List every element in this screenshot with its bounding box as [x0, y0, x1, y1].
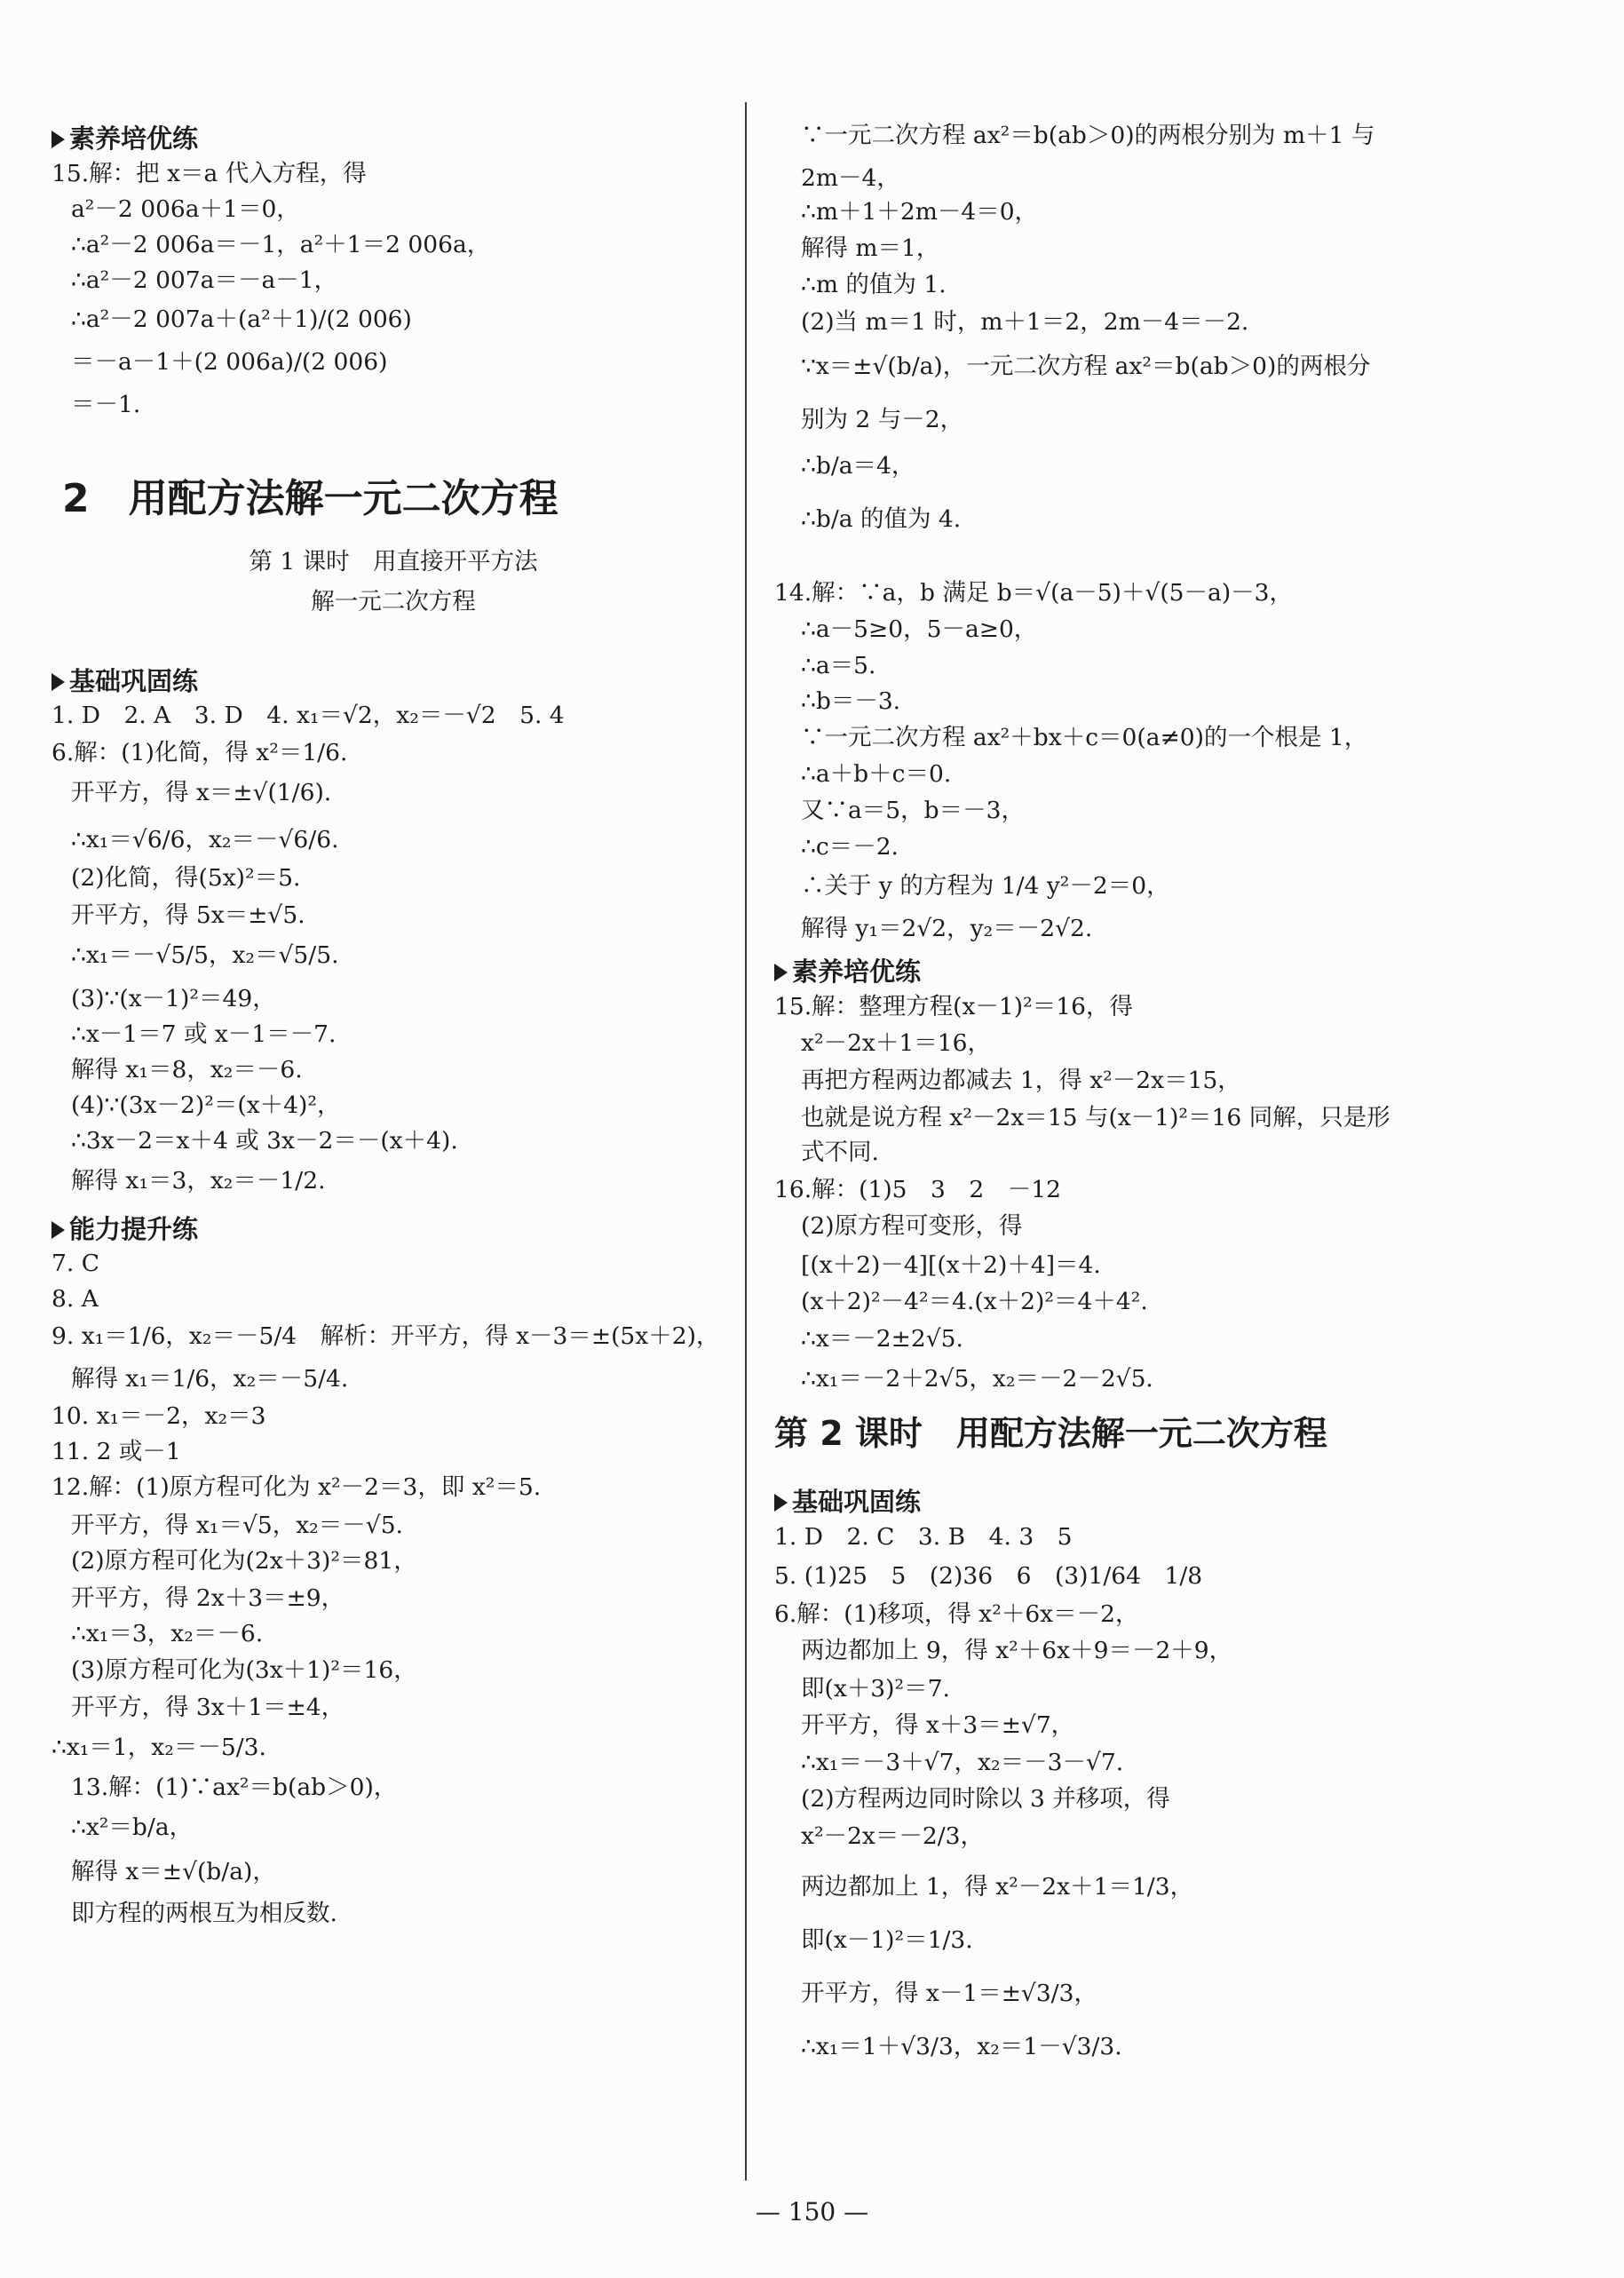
right-text-line: 开平方，得 x－1＝±√3/3， [801, 1980, 1097, 2007]
right-text-line: ∴a＝5. [801, 652, 876, 679]
right-text-line: 也就是说方程 x²－2x＝15 与(x－1)²＝16 同解，只是形 [801, 1104, 1390, 1131]
right-text-line: 即(x－1)²＝1/3. [801, 1926, 973, 1954]
left-text-line: 12.解：(1)原方程可化为 x²－2＝3，即 x²＝5. [51, 1473, 542, 1501]
left-text-line: 8. A [51, 1285, 99, 1313]
right-text-line: ∴b＝－3. [801, 687, 901, 715]
section-heading: 素养培优练 [774, 959, 921, 985]
chapter-heading: 第 2 课时 用配方法解一元二次方程 [774, 1414, 1327, 1453]
left-text-line: 解得 x＝±√(b/a)， [71, 1858, 276, 1885]
right-text-line: ∴a－5≥0，5－a≥0， [801, 615, 1038, 643]
section-heading: 基础巩固练 [774, 1489, 921, 1515]
right-text-line: ∴b/a＝4， [801, 452, 915, 480]
left-text-line: 开平方，得 2x＋3＝±9， [71, 1584, 345, 1612]
left-text-line: (3)∵(x－1)²＝49， [71, 985, 276, 1012]
right-text-line: 解得 y₁＝2√2，y₂＝－2√2. [801, 915, 1093, 942]
right-text-line: 两边都加上 1，得 x²－2x＋1＝1/3， [801, 1873, 1194, 1901]
left-text-line: 6.解：(1)化简，得 x²＝1/6. [51, 739, 348, 766]
right-text-line: 14.解：∵a，b 满足 b＝√(a－5)＋√(5－a)－3， [774, 579, 1294, 607]
left-text-line: ∴3x－2＝x＋4 或 3x－2＝－(x＋4). [71, 1127, 458, 1155]
right-text-line: 5. (1)25 5 (2)36 6 (3)1/64 1/8 [774, 1562, 1203, 1590]
left-text-line: ∴x₁＝√6/6，x₂＝－√6/6. [71, 826, 339, 853]
right-text-line: [(x＋2)－4][(x＋2)＋4]＝4. [801, 1251, 1101, 1279]
section-heading: 素养培优练 [51, 126, 198, 152]
left-text-line: ∴x₁＝－√5/5，x₂＝√5/5. [71, 941, 339, 969]
right-text-line: ∴x＝－2±2√5. [801, 1325, 963, 1353]
right-text-line: 16.解：(1)5 3 2 －12 [774, 1176, 1061, 1203]
right-text-line: ∴b/a 的值为 4. [801, 505, 962, 533]
right-text-line: ∴m 的值为 1. [801, 271, 947, 298]
left-text-line: (2)化简，得(5x)²＝5. [71, 864, 301, 892]
right-text-line: 解得 m＝1， [801, 234, 940, 262]
left-text-line: 解得 x₁＝8，x₂＝－6. [71, 1056, 303, 1083]
chapter-heading: 第 1 课时 用直接开平方法 [249, 548, 538, 575]
left-text-line: (4)∵(3x－2)²＝(x＋4)²， [71, 1091, 341, 1119]
right-text-line: 两边都加上 9，得 x²＋6x＋9＝－2＋9， [801, 1637, 1233, 1664]
left-text-line: (2)原方程可化为(2x＋3)²＝81， [71, 1547, 417, 1575]
column-divider [745, 102, 747, 2180]
left-text-line: a²－2 006a＋1＝0， [71, 195, 300, 223]
section-heading: 能力提升练 [51, 1217, 198, 1242]
left-text-line: ∴a²－2 007a＋(a²＋1)/(2 006) [71, 306, 412, 333]
right-text-line: ∵x＝±√(b/a)，一元二次方程 ax²＝b(ab＞0)的两根分 [801, 353, 1371, 380]
left-text-line: 13.解：(1)∵ax²＝b(ab＞0)， [71, 1774, 398, 1801]
right-text-line: ∴a＋b＋c＝0. [801, 760, 952, 788]
left-text-line: 解得 x₁＝1/6，x₂＝－5/4. [71, 1365, 349, 1393]
left-text-line: ∴x²＝b/a， [71, 1814, 194, 1841]
right-text-line: 再把方程两边都减去 1，得 x²－2x＝15， [801, 1067, 1241, 1094]
right-text-line: 又∵a＝5，b＝－3， [801, 797, 1025, 824]
right-text-line: ∴关于 y 的方程为 1/4 y²－2＝0， [801, 872, 1170, 900]
left-text-line: 1. D 2. A 3. D 4. x₁＝√2，x₂＝－√2 5. 4 [51, 702, 565, 729]
left-text-line: 解得 x₁＝3，x₂＝－1/2. [71, 1167, 326, 1195]
left-text-line: ∴x₁＝3，x₂＝－6. [71, 1620, 264, 1647]
right-text-line: 别为 2 与－2， [801, 406, 964, 433]
page-number: — 150 — [755, 2197, 869, 2226]
left-text-line: (3)原方程可化为(3x＋1)²＝16， [71, 1656, 417, 1684]
left-text-line: 开平方，得 x₁＝√5，x₂＝－√5. [71, 1512, 403, 1539]
left-text-line: 7. C [51, 1250, 99, 1277]
right-text-line: (x＋2)²－4²＝4.(x＋2)²＝4＋4². [801, 1288, 1148, 1315]
right-text-line: ∴c＝－2. [801, 833, 899, 861]
right-text-line: (2)方程两边同时除以 3 并移项，得 [801, 1785, 1170, 1813]
right-text-line: ∵一元二次方程 ax²＝b(ab＞0)的两根分别为 m＋1 与 [801, 122, 1375, 149]
right-text-line: ∴x₁＝1＋√3/3，x₂＝1－√3/3. [801, 2033, 1122, 2060]
left-text-line: 11. 2 或－1 [51, 1438, 181, 1465]
left-text-line: ∴a²－2 006a＝－1，a²＋1＝2 006a， [71, 231, 491, 258]
right-text-line: x²－2x＝－2/3， [801, 1822, 985, 1850]
right-text-line: 开平方，得 x＋3＝±√7， [801, 1711, 1075, 1739]
right-text-line: ∵一元二次方程 ax²＋bx＋c＝0(a≠0)的一个根是 1， [801, 724, 1368, 751]
right-text-line: ∴x₁＝－3＋√7，x₂＝－3－√7. [801, 1749, 1124, 1776]
right-text-line: 式不同. [801, 1139, 879, 1166]
right-text-line: ∴m＋1＋2m－4＝0， [801, 198, 1039, 226]
left-text-line: 开平方，得 3x＋1＝±4， [71, 1694, 345, 1721]
right-text-line: 6.解：(1)移项，得 x²＋6x＝－2， [774, 1600, 1139, 1628]
section-heading: 基础巩固练 [51, 669, 198, 695]
left-text-line: 10. x₁＝－2，x₂＝3 [51, 1402, 266, 1430]
left-text-line: ＝－a－1＋(2 006a)/(2 006) [71, 348, 388, 376]
left-text-line: ∴x－1＝7 或 x－1＝－7. [71, 1020, 337, 1048]
left-text-line: 开平方，得 x＝±√(1/6). [71, 779, 332, 806]
right-text-line: 1. D 2. C 3. B 4. 3 5 [774, 1523, 1073, 1551]
left-text-line: 开平方，得 5x＝±√5. [71, 901, 305, 929]
right-text-line: (2)当 m＝1 时，m＋1＝2，2m－4＝－2. [801, 308, 1249, 336]
right-text-line: ∴x₁＝－2＋2√5，x₂＝－2－2√5. [801, 1365, 1153, 1393]
right-text-line: x²－2x＋1＝16， [801, 1029, 991, 1057]
left-text-line: 15.解：把 x＝a 代入方程，得 [51, 160, 367, 187]
left-text-line: 即方程的两根互为相反数. [71, 1900, 337, 1927]
left-text-line: ＝－1. [71, 391, 141, 418]
right-text-line: 15.解：整理方程(x－1)²＝16，得 [774, 993, 1133, 1020]
right-text-line: 即(x＋3)²＝7. [801, 1675, 950, 1703]
left-text-line: 9. x₁＝1/6，x₂＝－5/4 解析：开平方，得 x－3＝±(5x＋2)， [51, 1322, 720, 1350]
left-text-line: ∴a²－2 007a＝－a－1， [71, 266, 338, 294]
left-text-line: ∴x₁＝1，x₂＝－5/3. [51, 1734, 266, 1761]
right-text-line: 2m－4， [801, 164, 900, 192]
right-text-line: (2)原方程可变形，得 [801, 1212, 1023, 1240]
chapter-heading: 解一元二次方程 [311, 588, 476, 615]
chapter-heading: 2 用配方法解一元二次方程 [62, 476, 558, 521]
